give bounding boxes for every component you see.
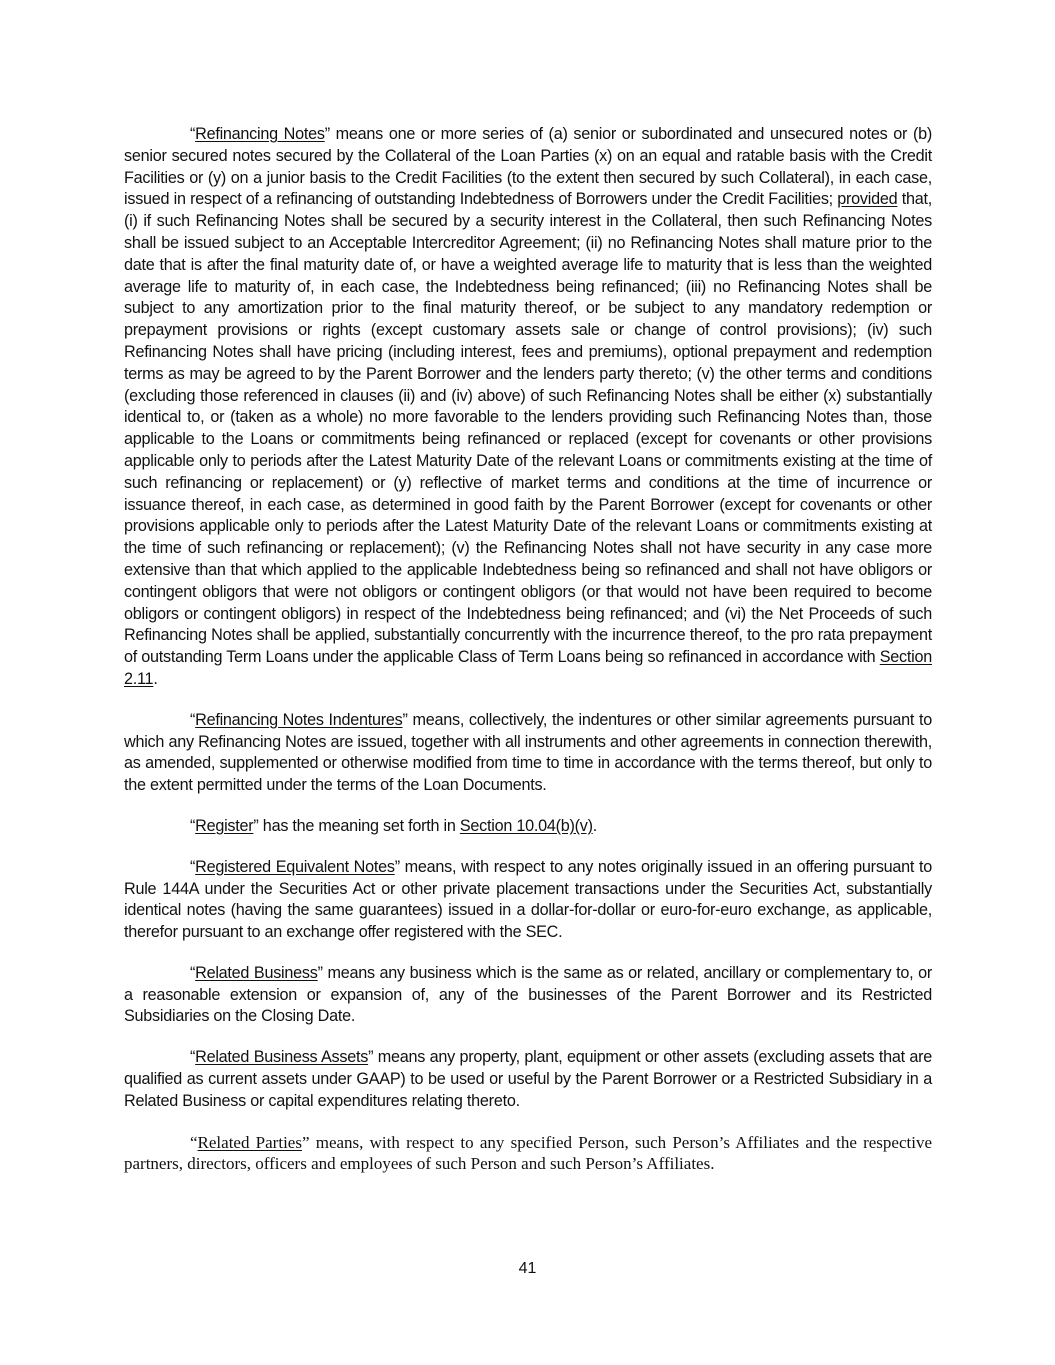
definition-refinancing-notes-indentures bbox=[124, 710, 932, 797]
defined-term: Register bbox=[195, 816, 254, 835]
defined-term: Refinancing Notes bbox=[195, 125, 325, 143]
defined-term: Related Parties bbox=[197, 1132, 302, 1152]
document-page bbox=[124, 124, 932, 1194]
definition-related-business-assets bbox=[124, 1047, 932, 1112]
segment: “ bbox=[190, 710, 196, 729]
definition-registered-equivalent-notes bbox=[124, 857, 932, 944]
defined-term: Related Business bbox=[195, 963, 318, 982]
segment: “ bbox=[190, 1132, 198, 1152]
definition-register bbox=[124, 816, 932, 838]
defined-term: Registered Equivalent Notes bbox=[195, 857, 395, 876]
definition-text: that, (i) if such Refinancing Notes shall be secured by a security interest in the Collateral, then such Refinancing Notes shall be issued subject to an Acceptable Intercreditor Agreement; (ii) no Refinancing Notes shall mature prior to the date that is after the final maturity date of, or have a weighted average life to maturity that is less than the weighted average life to maturity of, in each case, the Indebtedness being refinanced; (iii) no Refinancing Notes shall be subject to any amortization prior to the final maturity thereof, or be subject to any mandatory redemption or prepayment provisions or rights (except customary assets sale or change of control provisions); (iv) such Refinancing Notes shall have pricing (including interest, fees and premiums), optional prepayment and redemption terms as may be agreed to by the Parent Borrower and the lenders party thereto; (v) the other terms and conditions (excluding those referenced in clauses (ii) and (iv) above) of such Refinancing Notes shall be either (x) substantially identical to, or (taken as a whole) no more favorable to the lenders providing such Refinancing Notes than, those applicable to the Loans or commitments being refinanced or replaced (except for covenants or other provisions applicable only to periods after the Latest Maturity Date of the relevant Loans or commitments existing at the time of such refinancing or replacement) or (y) reflective of market terms and conditions at the time of incurrence or issuance thereof, in each case, as determined in good faith by the Parent Borrower (except for covenants or other provisions applicable only to periods after the Latest Maturity Date of the relevant Loans or commitments existing at the time of such refinancing or replacement); (v) the Refinancing Notes shall not have security in any case more extensive than that which applied to the applicable Indebtedness being so refinanced and shall not have obligors or contingent obligors that were not obligors or contingent obligors (or that would not have been required to become obligors or contingent obligors) in respect of the Indebtedness being refinanced; and (vi) the Net Proceeds of such Refinancing Notes shall be applied, substantially concurrently with the incurrence thereof, to the pro rata prepayment of outstanding Term Loans under the applicable Class of Term Loans being so refinanced in accordance with bbox=[124, 190, 932, 667]
provided-term: provided bbox=[837, 190, 898, 209]
definition-text: ” means, collectively, the indentures or other similar agreements pursuant to which any Refinancing Notes are issued, together with all instruments and other agreements in connection therewith, as amended, supplemented or otherwise modified from time to time in accordance with the terms thereof, but only to the extent permitted under the terms of the Loan Documents. bbox=[124, 710, 932, 795]
definition-text: ” means any business which is the same as or related, ancillary or complementary to, or a reasonable extension or expansion of, any of the businesses of the Parent Borrower and its Restricted Subsidiaries on the Closing Date. bbox=[124, 963, 932, 1026]
definition-text: ” means, with respect to any specified Person, such Person’s Affiliates and the respective partners, directors, officers and employees of such Person and such Person’s Affiliates. bbox=[124, 1132, 932, 1174]
defined-term: Refinancing Notes Indentures bbox=[195, 710, 403, 729]
section-reference: Section 10.04(b)(v) bbox=[459, 816, 593, 835]
segment: “ bbox=[190, 125, 196, 143]
segment: “ bbox=[190, 816, 196, 835]
definition-related-business bbox=[124, 963, 932, 1028]
definition-text: ” means one or more series of (a) senior or subordinated and unsecured notes or (b) senior secured notes secured by the Collateral of the Loan Parties (x) on an equal and ratable basis with the Credit Facilities or (y) on a junior basis to the Credit Facilities (to the extent then secured by such Collateral), in each case, issued in respect of a refinancing of outstanding Indebtedness of Borrowers under the Credit Facilities; bbox=[124, 125, 932, 209]
segment: . bbox=[592, 816, 597, 835]
segment: “ bbox=[190, 963, 196, 982]
segment: “ bbox=[190, 857, 196, 876]
section-reference: Section 2.11 bbox=[124, 648, 932, 688]
segment: “ bbox=[190, 1048, 196, 1067]
page-number: 41 bbox=[518, 1260, 537, 1277]
definition-text: ” means any property, plant, equipment or other assets (excluding assets that are qualified as current assets under GAAP) to be used or useful by the Parent Borrower or a Restricted Subsidiary in a Related Business or capital expenditures relating thereto. bbox=[124, 1048, 932, 1110]
segment: . bbox=[153, 669, 158, 688]
defined-term: Related Business Assets bbox=[195, 1048, 369, 1067]
definition-related-parties bbox=[124, 1132, 932, 1176]
definition-refinancing-notes bbox=[124, 124, 932, 691]
definition-text: ” has the meaning set forth in bbox=[253, 816, 460, 835]
definition-text: ” means, with respect to any notes originally issued in an offering pursuant to Rule 144A under the Securities Act or other private placement transactions under the Securities Act, substantially identical notes (having the same guarantees) issued in a dollar-for-dollar or euro-for-euro exchange, as applicable, therefor pursuant to an exchange offer registered with the SEC. bbox=[124, 857, 932, 942]
